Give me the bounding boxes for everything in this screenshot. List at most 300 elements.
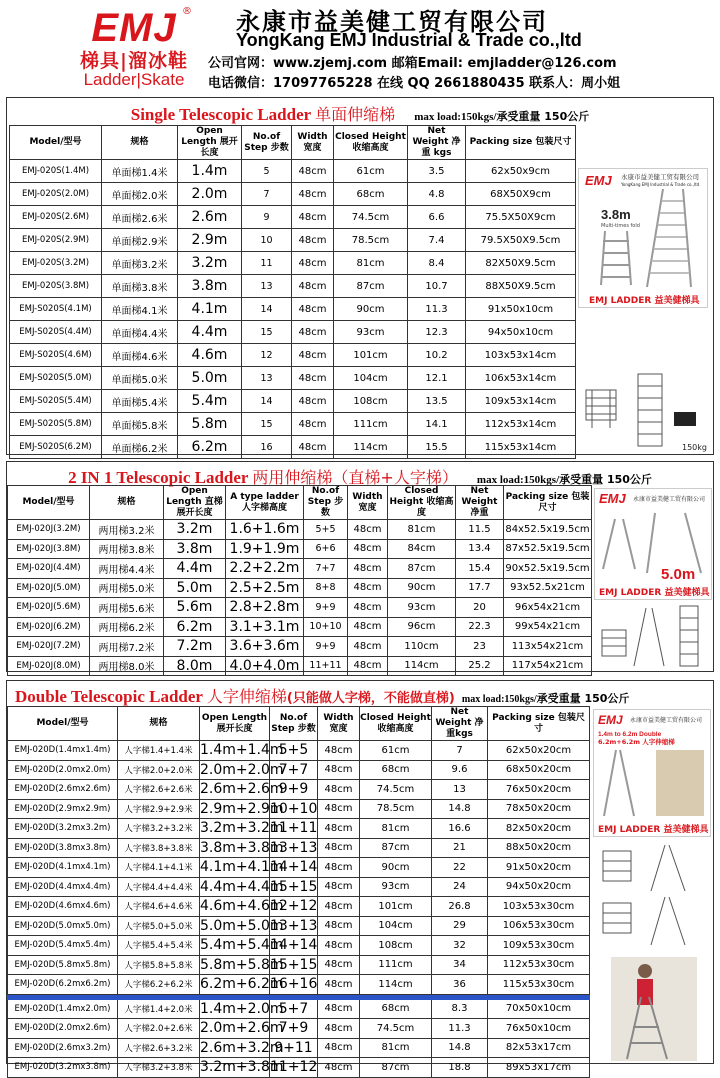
single-ladder-product-image	[578, 168, 708, 308]
column-header: Closed Height 收缩高度	[334, 126, 408, 160]
table-cell: 90cm	[388, 578, 456, 598]
table-cell: 9+9	[304, 598, 348, 618]
table-cell: 3.6+3.6m	[226, 637, 304, 657]
table-cell: 90cm	[360, 858, 432, 878]
table-cell: 36	[432, 975, 488, 995]
table-row	[10, 344, 576, 367]
column-header: Packing size 包装尺寸	[504, 486, 592, 520]
table-cell: 7	[242, 183, 292, 206]
table-row	[8, 877, 590, 897]
table-cell: 单面梯3.8米	[102, 275, 178, 298]
table-cell: 61cm	[360, 741, 432, 761]
table-cell: 人字梯2.0+2.6米	[118, 1019, 200, 1039]
table-cell: 2.0m+2.6m	[200, 1020, 284, 1037]
table-cell: 48cm	[348, 617, 388, 637]
table-cell: EMJ-020J(3.2M)	[8, 520, 90, 540]
table-cell: EMJ-020J(5.0M)	[8, 578, 90, 598]
table-cell: 11	[242, 252, 292, 275]
emj-logo: EMJ ® 梯具|溜冰鞋 Ladder|Skate	[80, 6, 192, 89]
table-cell: 两用梯5.6米	[90, 598, 164, 618]
column-header: Width 宽度	[348, 486, 388, 520]
table-cell: 48cm	[318, 1019, 360, 1039]
table-cell: 4.4m	[164, 559, 226, 579]
side-load: 150kg	[682, 443, 707, 452]
table-cell: 人字梯1.4+1.4米	[118, 741, 200, 761]
table-cell: 2.0m	[178, 183, 242, 206]
table-cell: 人字梯6.2+6.2米	[118, 975, 200, 995]
table-cell: 76x50x10cm	[488, 1019, 590, 1039]
table-cell: 14	[242, 298, 292, 321]
double-diagram	[593, 841, 711, 951]
table-cell: 5.8m+5.8m	[200, 956, 284, 973]
table-cell: 单面梯1.4米	[102, 160, 178, 183]
ladder-dimension-diagram	[593, 841, 711, 951]
table-cell: 4.6m+4.6m	[200, 898, 284, 915]
table-cell: 48cm	[348, 637, 388, 657]
table-cell: 78x50x20cm	[488, 799, 590, 819]
table-cell: 2.9m+2.9m	[200, 800, 284, 817]
table-cell: 14+14	[270, 937, 318, 954]
single-ladder-diagram	[578, 372, 708, 454]
table-cell: 人字梯4.6+4.6米	[118, 897, 200, 917]
table-cell: 4.4m+4.4m	[200, 878, 284, 895]
table-row	[10, 390, 576, 413]
table-cell: 87cm	[334, 275, 408, 298]
table-cell: EMJ-020S(3.8M)	[10, 275, 102, 298]
side-badge: 1.4m to 6.2m Double	[598, 731, 662, 738]
table-cell: EMJ-020D(2.0mx2.6m)	[8, 1019, 118, 1039]
table-cell: 68cm	[360, 999, 432, 1019]
column-header: 规格	[102, 126, 178, 160]
table-row	[8, 799, 590, 819]
table-cell: 48cm	[348, 598, 388, 618]
table-cell: 111cm	[360, 955, 432, 975]
side-size: 3.8m	[601, 207, 631, 222]
two-in-one-ladder-table	[7, 485, 592, 676]
section-title: Double Telescopic Ladder 人字伸缩梯(只能做人字梯，不能做直梯) max load:150kgs/承受重量 150公斤	[15, 687, 630, 706]
table-cell: 两用梯3.2米	[90, 520, 164, 540]
table-cell: 76x50x20cm	[488, 780, 590, 800]
table-cell: 人字梯5.4+5.4米	[118, 936, 200, 956]
table-cell: 15	[242, 413, 292, 436]
table-cell: 68X50X9cm	[466, 183, 576, 206]
table-cell: 4.1m+4.1m	[200, 859, 284, 876]
table-row	[10, 206, 576, 229]
table-cell: 26.8	[432, 897, 488, 917]
table-cell: 93x52.5x21cm	[504, 578, 592, 598]
table-cell: 48cm	[292, 413, 334, 436]
table-cell: 单面梯4.1米	[102, 298, 178, 321]
table-cell: 13	[432, 780, 488, 800]
table-cell: 14+14	[270, 859, 318, 876]
table-cell: 5.4m	[178, 390, 242, 413]
table-cell: 9+9	[304, 637, 348, 657]
table-cell: 68cm	[334, 183, 408, 206]
table-cell: 91x50x20cm	[488, 858, 590, 878]
table-cell: 4.8	[408, 183, 466, 206]
table-cell: EMJ-S020S(6.2M)	[10, 436, 102, 459]
table-cell: 3.8m	[164, 539, 226, 559]
svg-text:EMJ: EMJ	[598, 713, 623, 727]
table-cell: 两用梯6.2米	[90, 617, 164, 637]
table-cell: 82X50X9.5cm	[466, 252, 576, 275]
table-cell: 89x53x17cm	[488, 1058, 590, 1078]
table-cell: 16+16	[270, 976, 318, 993]
table-cell: 单面梯2.9米	[102, 229, 178, 252]
table-cell: 48cm	[318, 999, 360, 1019]
table-cell: 17.7	[456, 578, 504, 598]
table-cell: 15.4	[456, 559, 504, 579]
table-cell: 7+9	[270, 1019, 318, 1039]
table-cell: 5.8m	[178, 413, 242, 436]
table-cell: 48cm	[318, 916, 360, 936]
table-cell: 48cm	[292, 367, 334, 390]
person-on-ladder-photo	[611, 957, 697, 1061]
table-cell: 2.0m+2.0m	[200, 761, 284, 778]
table-cell: 4.4m	[178, 321, 242, 344]
table-cell: 106x53x14cm	[466, 367, 576, 390]
column-header: Model/型号	[8, 486, 90, 520]
table-cell: 13.4	[456, 539, 504, 559]
table-cell: 48cm	[318, 1038, 360, 1058]
table-cell: 48cm	[348, 559, 388, 579]
table-cell: 2.6m+3.2m	[200, 1039, 284, 1056]
table-row	[8, 1019, 590, 1039]
table-row	[8, 617, 592, 637]
table-cell: 110cm	[388, 637, 456, 657]
table-row	[10, 298, 576, 321]
table-cell: 人字梯2.0+2.0米	[118, 760, 200, 780]
table-cell: 13+13	[270, 917, 318, 934]
table-cell: EMJ-S020S(4.4M)	[10, 321, 102, 344]
table-cell: 5	[242, 160, 292, 183]
table-cell: EMJ-020S(2.0M)	[10, 183, 102, 206]
table-cell: 48cm	[318, 877, 360, 897]
table-cell: 3.5	[408, 160, 466, 183]
table-cell: EMJ-020S(3.2M)	[10, 252, 102, 275]
table-cell: EMJ-020J(8.0M)	[8, 656, 90, 676]
side-brand: EMJ LADDER 益美健梯具	[598, 825, 709, 835]
side-brand: EMJ LADDER 益美健梯具	[599, 588, 710, 598]
table-cell: 115x53x14cm	[466, 436, 576, 459]
table-cell: 11+11	[304, 656, 348, 676]
table-row	[8, 897, 590, 917]
table-cell: 3.2m	[164, 520, 226, 540]
table-cell: 11.5	[456, 520, 504, 540]
table-row	[8, 741, 590, 761]
table-cell: 12.3	[408, 321, 466, 344]
column-header: Open Length 展开长度	[200, 707, 270, 741]
table-cell: 114cm	[360, 975, 432, 995]
table-cell: 62x50x20cm	[488, 741, 590, 761]
table-row	[8, 1058, 590, 1078]
table-cell: 103x53x14cm	[466, 344, 576, 367]
table-row	[10, 413, 576, 436]
table-cell: 93cm	[388, 598, 456, 618]
table-cell: 13.5	[408, 390, 466, 413]
table-row	[10, 367, 576, 390]
ladder-photo	[594, 710, 712, 838]
table-cell: 2.9m	[178, 229, 242, 252]
table-row	[8, 1038, 590, 1058]
side-company: 永康市益美健工贸有限公司	[630, 717, 703, 724]
table-cell: 74.5cm	[360, 780, 432, 800]
table-cell: 5.6m	[164, 598, 226, 618]
table-cell: 3.1+3.1m	[226, 617, 304, 637]
double-ladder-section	[6, 680, 714, 1076]
table-cell: 88X50X9.5cm	[466, 275, 576, 298]
table-cell: 82x50x20cm	[488, 819, 590, 839]
side-company-en: YongKang EMJ Industrial & Trade co.,ltd	[621, 182, 700, 187]
table-cell: 10.2	[408, 344, 466, 367]
double-ladder-table	[7, 706, 590, 1078]
table-cell: 90cm	[334, 298, 408, 321]
table-row	[8, 936, 590, 956]
table-cell: 48cm	[318, 897, 360, 917]
table-cell: 人字梯4.1+4.1米	[118, 858, 200, 878]
table-cell: 112x53x30cm	[488, 955, 590, 975]
table-cell: 3.2m+3.2m	[200, 820, 284, 837]
table-cell: 8.3	[432, 999, 488, 1019]
column-header: 规格	[118, 707, 200, 741]
ladder-photo	[595, 489, 713, 601]
column-header: Width 宽度	[318, 707, 360, 741]
table-cell: 104cm	[360, 916, 432, 936]
table-cell: 5.0m	[178, 367, 242, 390]
double-product-image	[593, 709, 711, 837]
table-cell: 14.8	[432, 1038, 488, 1058]
table-cell: 87cm	[388, 559, 456, 579]
table-cell: 3.2m+3.8m	[200, 1059, 284, 1076]
table-cell: 人字梯2.6+3.2米	[118, 1038, 200, 1058]
table-cell: 人字梯5.8+5.8米	[118, 955, 200, 975]
table-cell: 1.4m+1.4m	[200, 742, 284, 759]
table-cell: 10+10	[270, 800, 318, 817]
table-cell: 15.5	[408, 436, 466, 459]
table-cell: 3.8m+3.8m	[200, 839, 284, 856]
table-cell: 21	[432, 838, 488, 858]
two-in-one-ladder-section	[6, 461, 714, 672]
table-cell: EMJ-S020S(5.8M)	[10, 413, 102, 436]
table-cell: 112x53x14cm	[466, 413, 576, 436]
table-cell: 82x53x17cm	[488, 1038, 590, 1058]
table-cell: 48cm	[318, 936, 360, 956]
table-cell: 7	[432, 741, 488, 761]
table-cell: 9.6	[432, 760, 488, 780]
table-cell: 单面梯5.4米	[102, 390, 178, 413]
table-cell: 14.8	[432, 799, 488, 819]
table-cell: 48cm	[348, 578, 388, 598]
table-cell: EMJ-S020S(4.1M)	[10, 298, 102, 321]
table-cell: 48cm	[292, 436, 334, 459]
ladder-photo	[579, 169, 709, 309]
table-cell: 48cm	[318, 1058, 360, 1078]
table-cell: 7.4	[408, 229, 466, 252]
column-header: Packing size 包装尺寸	[488, 707, 590, 741]
table-cell: 单面梯2.0米	[102, 183, 178, 206]
table-row	[8, 838, 590, 858]
table-cell: 人字梯5.0+5.0米	[118, 916, 200, 936]
table-cell: EMJ-020D(2.0mx2.0m)	[8, 760, 118, 780]
table-cell: 78.5cm	[334, 229, 408, 252]
table-cell: 2.6m+2.6m	[200, 781, 284, 798]
single-ladder-section	[6, 97, 714, 455]
table-cell: 13+13	[270, 839, 318, 856]
table-cell: 16.6	[432, 819, 488, 839]
table-cell: 单面梯3.2米	[102, 252, 178, 275]
table-cell: 11.3	[432, 1019, 488, 1039]
table-cell: 6.2m+6.2m	[200, 976, 284, 993]
table-cell: 114cm	[334, 436, 408, 459]
table-cell: 6+6	[304, 539, 348, 559]
table-cell: 两用梯7.2米	[90, 637, 164, 657]
table-row	[8, 999, 590, 1019]
contact-phone: 电话微信：17097765228 在线 QQ 2661880435 联系人：周小姐	[208, 76, 621, 91]
table-cell: EMJ-020D(2.6mx2.6m)	[8, 780, 118, 800]
table-cell: 48cm	[348, 656, 388, 676]
table-cell: 22.3	[456, 617, 504, 637]
table-cell: 48cm	[318, 780, 360, 800]
table-cell: 人字梯3.8+3.8米	[118, 838, 200, 858]
table-cell: EMJ-020D(1.4mx2.0m)	[8, 999, 118, 1019]
column-header: Model/型号	[8, 707, 118, 741]
table-row	[10, 252, 576, 275]
table-cell: 79.5X50X9.5cm	[466, 229, 576, 252]
table-cell: 人字梯2.6+2.6米	[118, 780, 200, 800]
column-header: No.of Step 步数	[304, 486, 348, 520]
table-cell: 人字梯4.4+4.4米	[118, 877, 200, 897]
table-cell: 两用梯3.8米	[90, 539, 164, 559]
table-cell: 87cm	[360, 1058, 432, 1078]
column-header: No.of Step 步数	[270, 707, 318, 741]
column-header: Net Weight 净重kgs	[432, 707, 488, 741]
table-cell: 22	[432, 858, 488, 878]
table-cell: 5+5	[304, 520, 348, 540]
table-cell: 10	[242, 229, 292, 252]
table-cell: 87x52.5x19.5cm	[504, 539, 592, 559]
svg-text:EMJ: EMJ	[585, 173, 612, 188]
table-cell: 3.8m	[178, 275, 242, 298]
table-row	[8, 780, 590, 800]
page-header	[0, 0, 720, 94]
ladder-dimension-diagram	[594, 602, 712, 670]
table-row	[8, 637, 592, 657]
column-header: Width 宽度	[292, 126, 334, 160]
table-cell: 111cm	[334, 413, 408, 436]
table-row	[8, 955, 590, 975]
table-cell: 2.5+2.5m	[226, 578, 304, 598]
table-cell: EMJ-020S(2.9M)	[10, 229, 102, 252]
double-usage-photo	[611, 957, 697, 1061]
table-row	[10, 321, 576, 344]
table-cell: 14	[242, 390, 292, 413]
column-header: Closed Height 收缩高度	[389, 486, 454, 518]
table-cell: 48cm	[318, 858, 360, 878]
table-cell: 48cm	[292, 229, 334, 252]
table-cell: EMJ-020D(3.2mx3.2m)	[8, 819, 118, 839]
table-cell: 人字梯3.2+3.2米	[118, 819, 200, 839]
company-name-en: YongKang EMJ Industrial & Trade co.,ltd	[236, 30, 582, 50]
table-cell: EMJ-020D(4.4mx4.4m)	[8, 877, 118, 897]
table-cell: 7.2m	[164, 637, 226, 657]
table-cell: 5+7	[270, 999, 318, 1019]
two-in-one-diagram	[594, 602, 712, 670]
table-cell: 32	[432, 936, 488, 956]
column-header: 规格	[90, 486, 164, 520]
table-cell: 48cm	[348, 520, 388, 540]
table-cell: EMJ-S020S(4.6M)	[10, 344, 102, 367]
table-cell: 90x52.5x19.5cm	[504, 559, 592, 579]
table-cell: 6.2m	[178, 436, 242, 459]
table-row	[10, 183, 576, 206]
side-size-sub: Multi-times fold	[601, 223, 640, 229]
table-cell: 48cm	[292, 252, 334, 275]
column-header: Closed Height 收缩高度	[360, 707, 432, 741]
table-cell: 9+9	[270, 780, 318, 800]
table-cell: 113x54x21cm	[504, 637, 592, 657]
table-cell: EMJ-020D(6.2mx6.2m)	[8, 975, 118, 995]
table-cell: 91x50x10cm	[466, 298, 576, 321]
table-cell: 4.1m	[178, 298, 242, 321]
table-cell: 48cm	[292, 321, 334, 344]
table-cell: 12+12	[270, 898, 318, 915]
section-title: 2 IN 1 Telescopic Ladder 两用伸缩梯（直梯+人字梯） max load:150kgs/承受重量 150公斤	[68, 468, 652, 487]
table-cell: 单面梯6.2米	[102, 436, 178, 459]
table-cell: 两用梯8.0米	[90, 656, 164, 676]
table-cell: 68x50x20cm	[488, 760, 590, 780]
table-cell: 15+15	[270, 878, 318, 895]
table-cell: 29	[432, 916, 488, 936]
table-row	[8, 975, 590, 995]
table-cell: 10+10	[304, 617, 348, 637]
contact-web-email: 公司官网：www.zjemj.com 邮箱Email: emjladder@126.com	[208, 56, 617, 71]
table-cell: 68cm	[360, 760, 432, 780]
table-cell: 48cm	[292, 183, 334, 206]
table-row	[8, 520, 592, 540]
single-ladder-table	[9, 125, 576, 459]
svg-text:EMJ: EMJ	[599, 491, 626, 506]
table-cell: 人字梯1.4+2.0米	[118, 999, 200, 1019]
table-cell: 48cm	[292, 298, 334, 321]
table-cell: EMJ-020J(3.8M)	[8, 539, 90, 559]
table-cell: 人字梯3.2+3.8米	[118, 1058, 200, 1078]
side-company: 永康市益美健工贸有限公司	[621, 173, 699, 181]
table-cell: 11+12	[270, 1059, 318, 1076]
table-cell: 2.2+2.2m	[226, 559, 304, 579]
table-cell: EMJ-020D(4.1mx4.1m)	[8, 858, 118, 878]
table-cell: 93cm	[334, 321, 408, 344]
table-cell: 单面梯4.4米	[102, 321, 178, 344]
table-cell: 13	[242, 367, 292, 390]
table-row	[10, 436, 576, 459]
table-cell: 9	[242, 206, 292, 229]
table-cell: 15+15	[270, 956, 318, 973]
table-cell: EMJ-020D(5.0mx5.0m)	[8, 916, 118, 936]
table-cell: 23	[456, 637, 504, 657]
table-cell: 人字梯2.9+2.9米	[118, 799, 200, 819]
table-cell: EMJ-S020S(5.4M)	[10, 390, 102, 413]
table-cell: 11.3	[408, 298, 466, 321]
table-row	[8, 578, 592, 598]
table-cell: 12	[242, 344, 292, 367]
table-cell: EMJ-020J(5.6M)	[8, 598, 90, 618]
table-cell: 两用梯5.0米	[90, 578, 164, 598]
table-cell: 104cm	[334, 367, 408, 390]
table-cell: 62x50x9cm	[466, 160, 576, 183]
table-cell: 48cm	[318, 741, 360, 761]
ladder-dimension-diagram	[578, 372, 708, 454]
side-brand: EMJ LADDER 益美健梯具	[589, 296, 700, 306]
